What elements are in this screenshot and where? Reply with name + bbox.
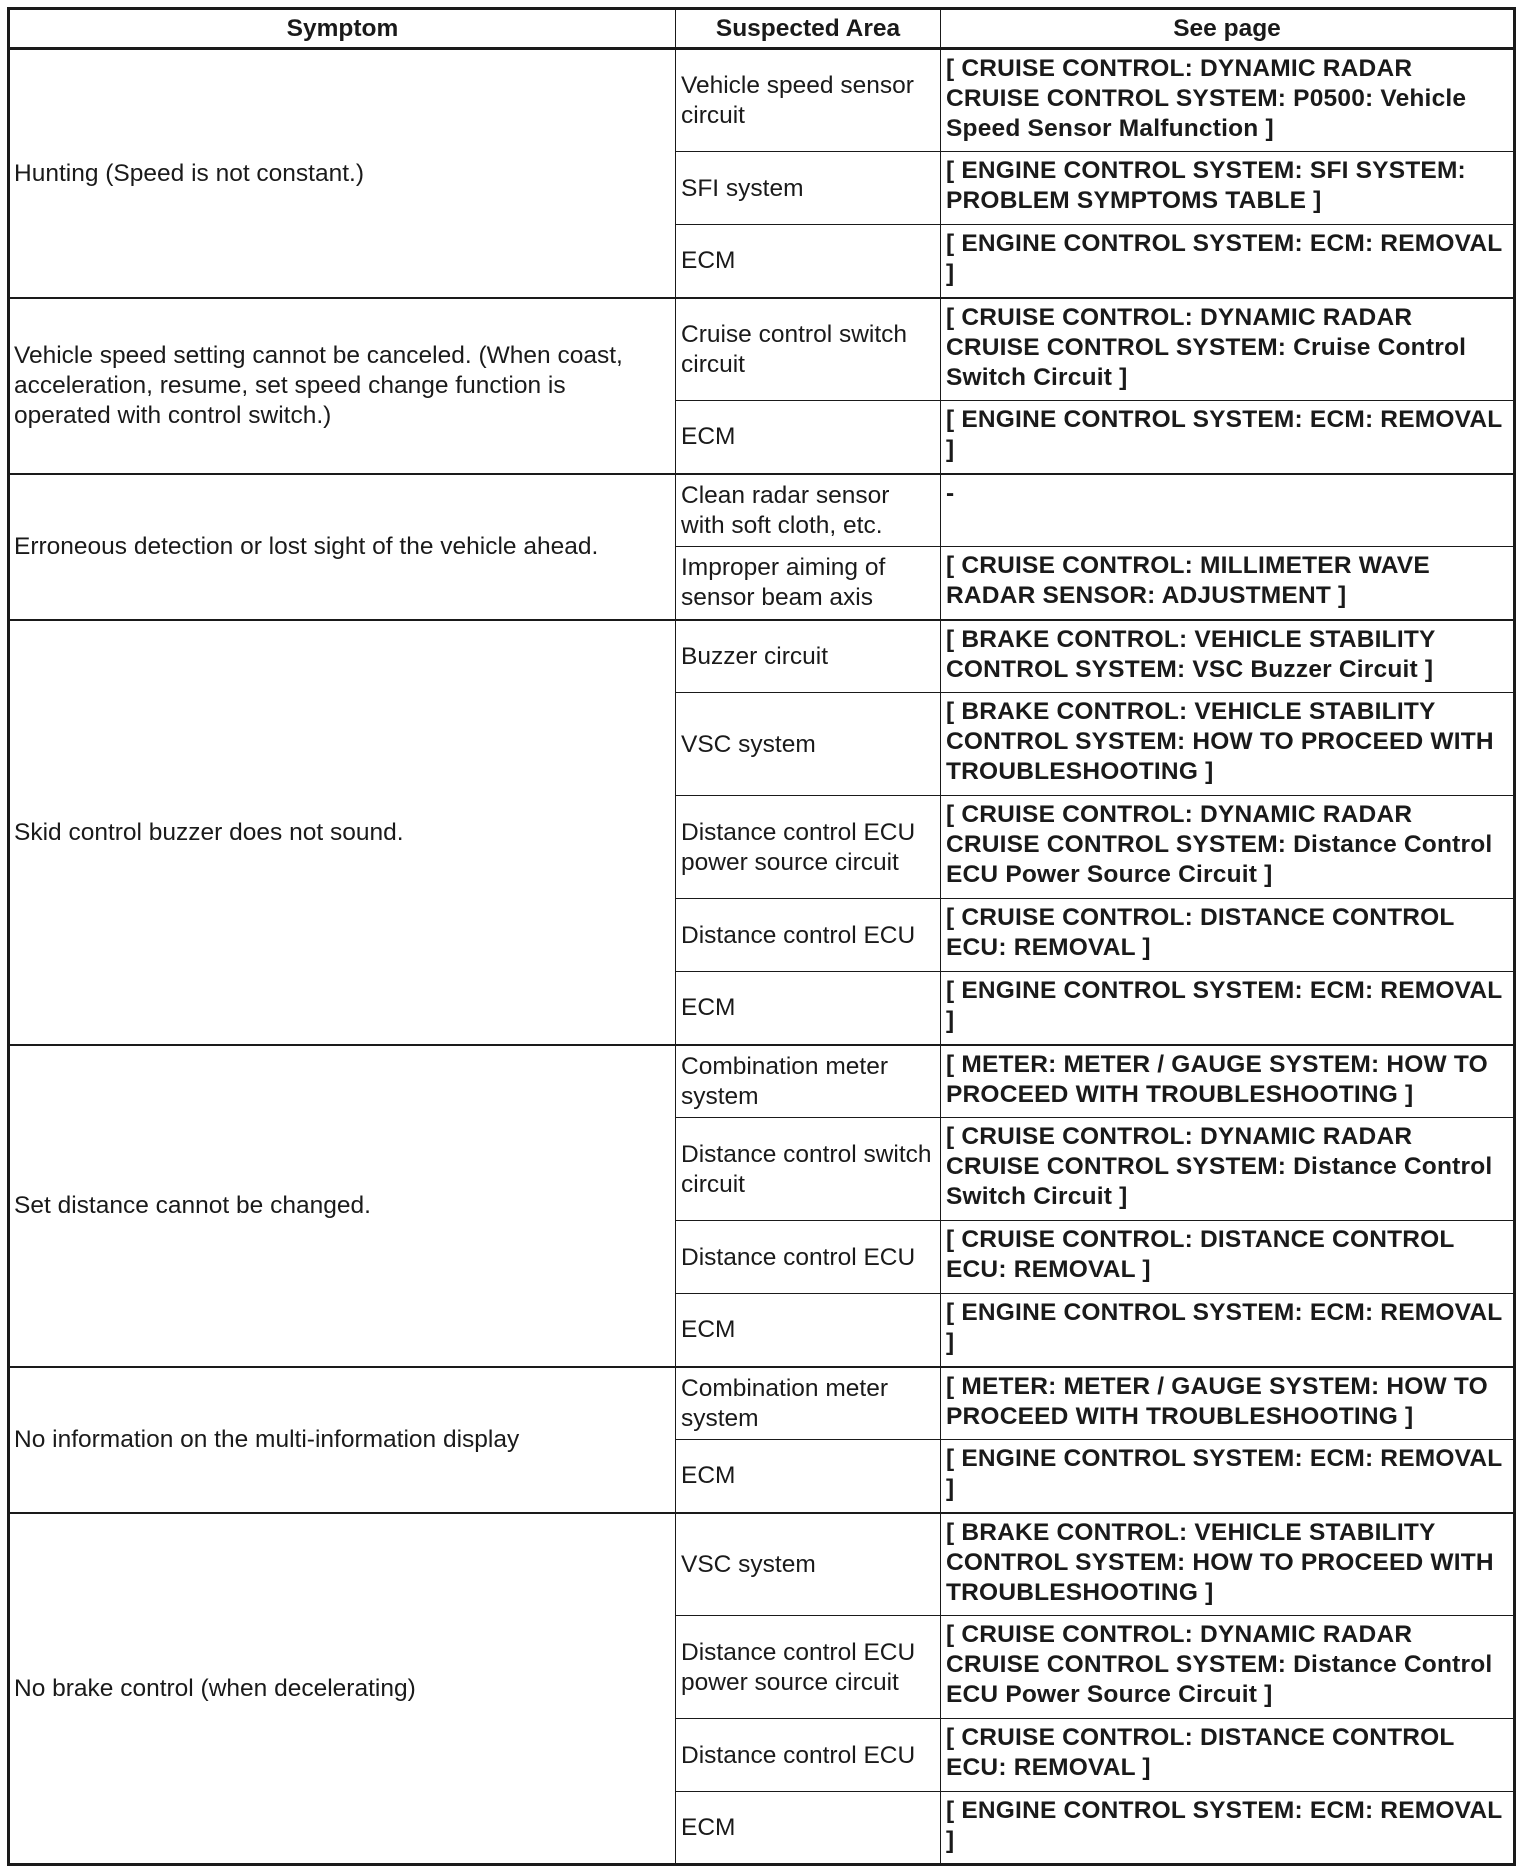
see-page-link: - (941, 474, 1515, 547)
see-page-link[interactable]: [ ENGINE CONTROL SYSTEM: ECM: REMOVAL ] (941, 401, 1515, 474)
suspected-area-cell: Buzzer circuit (676, 620, 941, 693)
suspected-area-cell: Distance control switch circuit (676, 1118, 941, 1221)
problem-symptoms-table (7, 7, 1516, 1866)
see-page-link[interactable]: [ ENGINE CONTROL SYSTEM: ECM: REMOVAL ] (941, 1792, 1515, 1865)
table-row (9, 620, 1515, 693)
see-page-link[interactable]: [ ENGINE CONTROL SYSTEM: ECM: REMOVAL ] (941, 972, 1515, 1045)
suspected-area-cell: ECM (676, 225, 941, 298)
symptom-cell: Skid control buzzer does not sound. (9, 620, 676, 1045)
suspected-area-cell: Combination meter system (676, 1045, 941, 1118)
suspected-area-cell: Distance control ECU (676, 1719, 941, 1792)
see-page-link[interactable]: [ BRAKE CONTROL: VEHICLE STABILITY CONTROL SYSTEM: VSC Buzzer Circuit ] (941, 620, 1515, 693)
header-row (9, 9, 1515, 49)
see-page-link[interactable]: [ CRUISE CONTROL: DYNAMIC RADAR CRUISE CONTROL SYSTEM: P0500: Vehicle Speed Sensor Malfunction ] (941, 49, 1515, 152)
see-page-link[interactable]: [ CRUISE CONTROL: DISTANCE CONTROL ECU: REMOVAL ] (941, 899, 1515, 972)
symptom-cell: No information on the multi-information display (9, 1367, 676, 1513)
suspected-area-cell: Distance control ECU power source circuit (676, 1616, 941, 1719)
table-row (9, 1367, 1515, 1440)
symptom-column-header: Symptom (9, 9, 676, 49)
see-page-link[interactable]: [ METER: METER / GAUGE SYSTEM: HOW TO PROCEED WITH TROUBLESHOOTING ] (941, 1367, 1515, 1440)
suspected-area-cell: ECM (676, 401, 941, 474)
see-page-link[interactable]: [ METER: METER / GAUGE SYSTEM: HOW TO PROCEED WITH TROUBLESHOOTING ] (941, 1045, 1515, 1118)
table-row (9, 1045, 1515, 1118)
suspected-area-cell: Distance control ECU (676, 899, 941, 972)
table-row (9, 474, 1515, 547)
suspected-area-cell: Vehicle speed sensor circuit (676, 49, 941, 152)
suspected-area-cell: VSC system (676, 1513, 941, 1616)
see-page-link[interactable]: [ ENGINE CONTROL SYSTEM: ECM: REMOVAL ] (941, 1440, 1515, 1513)
table-row (9, 298, 1515, 401)
suspected-area-cell: ECM (676, 1792, 941, 1865)
table-row (9, 1513, 1515, 1616)
see-page-link[interactable]: [ CRUISE CONTROL: DISTANCE CONTROL ECU: REMOVAL ] (941, 1221, 1515, 1294)
see-page-link[interactable]: [ BRAKE CONTROL: VEHICLE STABILITY CONTROL SYSTEM: HOW TO PROCEED WITH TROUBLESHOOTING ] (941, 1513, 1515, 1616)
see-page-link[interactable]: [ CRUISE CONTROL: MILLIMETER WAVE RADAR SENSOR: ADJUSTMENT ] (941, 547, 1515, 620)
troubleshooting-table-container (7, 7, 1513, 1866)
suspected-area-cell: VSC system (676, 693, 941, 796)
see-page-link[interactable]: [ ENGINE CONTROL SYSTEM: SFI SYSTEM: PROBLEM SYMPTOMS TABLE ] (941, 152, 1515, 225)
see-page-link[interactable]: [ CRUISE CONTROL: DYNAMIC RADAR CRUISE CONTROL SYSTEM: Distance Control Switch Circuit ] (941, 1118, 1515, 1221)
suspected-area-cell: ECM (676, 1440, 941, 1513)
suspected-area-column-header: Suspected Area (676, 9, 941, 49)
suspected-area-cell: ECM (676, 972, 941, 1045)
symptom-cell: Vehicle speed setting cannot be canceled. (When coast, acceleration, resume, set speed change function is operated with control switch.) (9, 298, 676, 474)
suspected-area-cell: ECM (676, 1294, 941, 1367)
see-page-link[interactable]: [ CRUISE CONTROL: DYNAMIC RADAR CRUISE CONTROL SYSTEM: Cruise Control Switch Circuit ] (941, 298, 1515, 401)
table-row (9, 49, 1515, 152)
see-page-link[interactable]: [ CRUISE CONTROL: DYNAMIC RADAR CRUISE CONTROL SYSTEM: Distance Control ECU Power Source Circuit ] (941, 796, 1515, 899)
suspected-area-cell: Combination meter system (676, 1367, 941, 1440)
symptom-cell: Hunting (Speed is not constant.) (9, 49, 676, 298)
see-page-column-header: See page (941, 9, 1515, 49)
suspected-area-cell: Clean radar sensor with soft cloth, etc. (676, 474, 941, 547)
suspected-area-cell: Distance control ECU (676, 1221, 941, 1294)
see-page-link[interactable]: [ CRUISE CONTROL: DISTANCE CONTROL ECU: REMOVAL ] (941, 1719, 1515, 1792)
suspected-area-cell: Improper aiming of sensor beam axis (676, 547, 941, 620)
see-page-link[interactable]: [ ENGINE CONTROL SYSTEM: ECM: REMOVAL ] (941, 225, 1515, 298)
suspected-area-cell: Cruise control switch circuit (676, 298, 941, 401)
symptom-cell: Erroneous detection or lost sight of the vehicle ahead. (9, 474, 676, 620)
suspected-area-cell: Distance control ECU power source circuit (676, 796, 941, 899)
suspected-area-cell: SFI system (676, 152, 941, 225)
symptom-cell: No brake control (when decelerating) (9, 1513, 676, 1865)
see-page-link[interactable]: [ ENGINE CONTROL SYSTEM: ECM: REMOVAL ] (941, 1294, 1515, 1367)
symptom-cell: Set distance cannot be changed. (9, 1045, 676, 1367)
see-page-link[interactable]: [ BRAKE CONTROL: VEHICLE STABILITY CONTROL SYSTEM: HOW TO PROCEED WITH TROUBLESHOOTING ] (941, 693, 1515, 796)
see-page-link[interactable]: [ CRUISE CONTROL: DYNAMIC RADAR CRUISE CONTROL SYSTEM: Distance Control ECU Power Source Circuit ] (941, 1616, 1515, 1719)
